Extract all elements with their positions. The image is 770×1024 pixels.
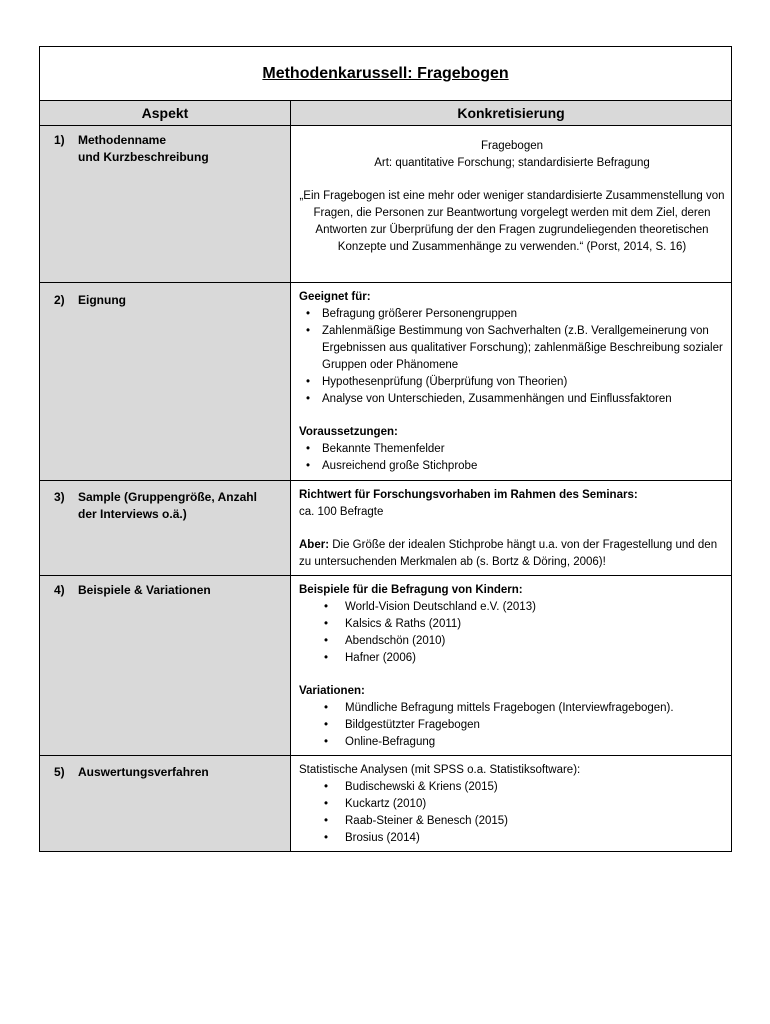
- konkretisierung-cell: [291, 283, 732, 481]
- list-item: • Zahlenmäßige Bestimmung von Sachverhalten (z.B. Verallgemeinerung von Ergebnissen aus qualitativer Forschung); zahlenmäßige Beschreibung sozialer Gruppen oder Phänomene: [299, 323, 725, 374]
- suited-list: [299, 306, 725, 408]
- list-item: • Abendschön (2010): [299, 633, 725, 650]
- table-row: [40, 756, 732, 852]
- row-number: 3): [54, 490, 65, 504]
- suited-title: Geeignet für:: [299, 291, 371, 303]
- list-item: • Ausreichend große Stichprobe: [299, 458, 725, 475]
- aspect-cell: [40, 576, 291, 756]
- list-item: • Raab-Steiner & Benesch (2015): [299, 813, 725, 830]
- aspect-cell: [40, 283, 291, 481]
- aspect-cell: [40, 126, 291, 283]
- guideline-value: ca. 100 Befragte: [299, 506, 384, 518]
- table-row: [40, 481, 732, 576]
- row-number: 5): [54, 765, 65, 779]
- aspect-label-line2: und Kurzbeschreibung: [78, 150, 209, 164]
- page-title: Methodenkarussell: Fragebogen: [262, 64, 509, 82]
- aspect-label: Eignung: [78, 293, 126, 307]
- list-item: • World-Vision Deutschland e.V. (2013): [299, 599, 725, 616]
- aspect-label: Auswertungsverfahren: [78, 765, 209, 779]
- table-row: [40, 283, 732, 481]
- requirements-list: [299, 441, 725, 475]
- aspect-cell: [40, 481, 291, 576]
- but-label: Aber:: [299, 539, 330, 551]
- aspect-label-line2: der Interviews o.ä.): [78, 507, 187, 521]
- analysis-intro: Statistische Analysen (mit SPSS o.a. Statistiksoftware):: [299, 764, 581, 776]
- table-row: [40, 576, 732, 756]
- list-item: • Budischewski & Kriens (2015): [299, 779, 725, 796]
- row-number: 2): [54, 293, 65, 307]
- aspect-label: Sample (Gruppengröße, Anzahl: [78, 490, 257, 504]
- table-row: [40, 126, 732, 283]
- examples-list: [299, 599, 725, 667]
- header-row: [40, 101, 732, 126]
- guideline-title: Richtwert für Forschungsvorhaben im Rahmen des Seminars:: [299, 489, 638, 501]
- requirements-title: Voraussetzungen:: [299, 426, 398, 438]
- aspect-cell: [40, 756, 291, 852]
- method-table: [39, 46, 732, 852]
- title-cell: [40, 47, 732, 101]
- references-list: [299, 779, 725, 847]
- list-item: • Hafner (2006): [299, 650, 725, 667]
- list-item: • Bildgestützter Fragebogen: [299, 717, 725, 734]
- but-text: Die Größe der idealen Stichprobe hängt u.a. von der Fragestellung und den zu untersuchenden Merkmalen ab (s. Bortz & Döring, 2006)!: [299, 539, 718, 568]
- document-page: [39, 46, 731, 852]
- konkretisierung-cell: [291, 756, 732, 852]
- konkretisierung-cell: [291, 576, 732, 756]
- variations-title: Variationen:: [299, 685, 365, 697]
- header-konkretisierung: Konkretisierung: [291, 101, 732, 126]
- row-number: 4): [54, 583, 65, 597]
- list-item: • Brosius (2014): [299, 830, 725, 847]
- aspect-label: Methodenname: [78, 133, 167, 147]
- list-item: • Hypothesenprüfung (Überprüfung von Theorien): [299, 374, 725, 391]
- definition-quote: „Ein Fragebogen ist eine mehr oder weniger standardisierte Zusammenstellung von Fragen, die Personen zur Beantwortung vorgelegt werden mit dem Ziel, deren Antworten zur Überprüfung der den Fragen zugrundeliegenden theoretischen Konzepte und Zusammenhänge zu verwenden.“ (Porst, 2014, S. 16): [299, 190, 725, 253]
- list-item: • Online-Befragung: [299, 734, 725, 751]
- list-item: • Befragung größerer Personengruppen: [299, 306, 725, 323]
- list-item: • Kalsics & Raths (2011): [299, 616, 725, 633]
- variations-list: [299, 700, 725, 751]
- list-item: • Kuckartz (2010): [299, 796, 725, 813]
- list-item: • Mündliche Befragung mittels Fragebogen (Interviewfragebogen).: [299, 700, 725, 717]
- aspect-label: Beispiele & Variationen: [78, 583, 211, 597]
- sample-note: [299, 537, 725, 571]
- examples-title: Beispiele für die Befragung von Kindern:: [299, 584, 523, 596]
- list-item: • Analyse von Unterschieden, Zusammenhängen und Einflussfaktoren: [299, 391, 725, 408]
- header-aspect: Aspekt: [40, 101, 291, 126]
- konkretisierung-cell: [291, 126, 732, 283]
- list-item: • Bekannte Themenfelder: [299, 441, 725, 458]
- row-number: 1): [54, 133, 65, 147]
- method-name: Fragebogen: [480, 140, 544, 152]
- konkretisierung-cell: [291, 481, 732, 576]
- method-type: Art: quantitative Forschung; standardisierte Befragung: [374, 157, 650, 169]
